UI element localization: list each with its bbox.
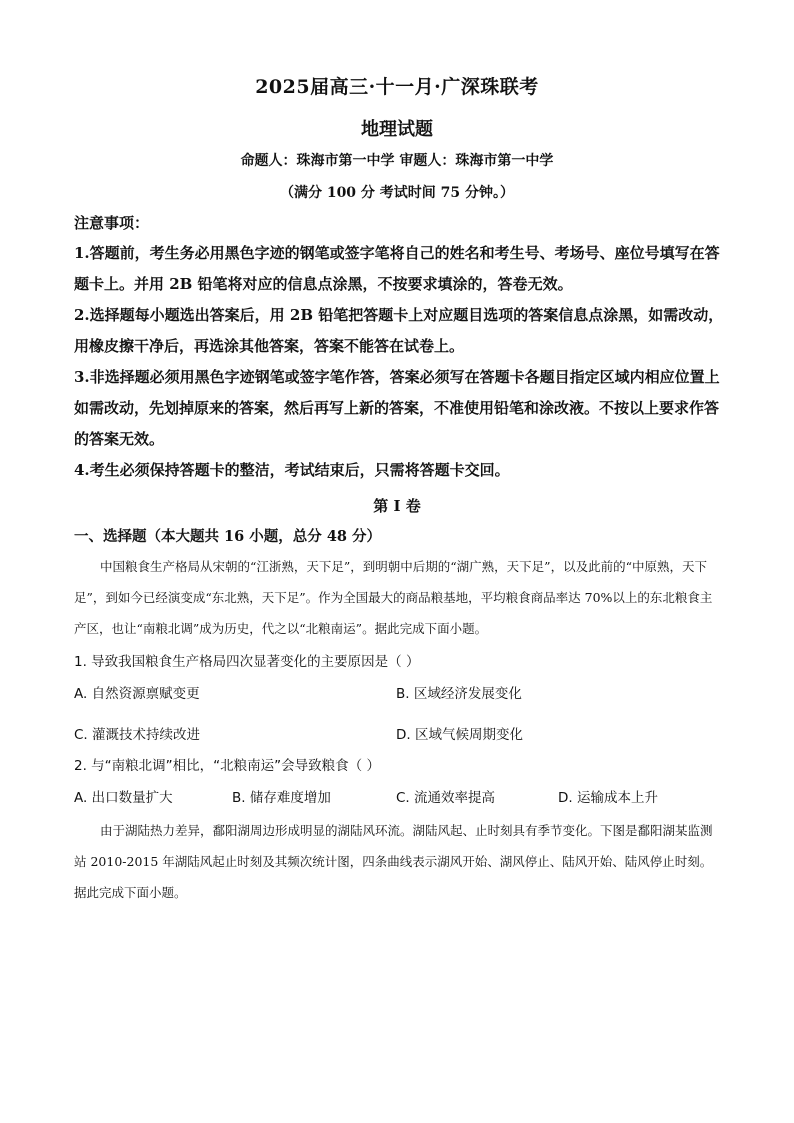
question-1-option-d: D. 区域气候周期变化	[396, 727, 523, 743]
notice-heading: 注意事项：	[74, 214, 150, 232]
question-1-stem: 1. 导致我国粮食生产格局四次显著变化的主要原因是（ ）	[74, 654, 420, 670]
score-time-line: （满分 100 分 考试时间 75 分钟。）	[279, 185, 515, 201]
passage-grain	[74, 551, 724, 644]
question-2-option-c: C. 流通效率提高	[396, 790, 496, 806]
notice-item: 1.答题前，考生务必用黑色字迹的钢笔或签字笔将自己的姓名和考生号、考场号、座位号填写在答题卡上。并用 2B 铅笔将对应的信息点涂黑，不按要求填涂的，答卷无效。	[74, 244, 720, 293]
question-1-option-b: B. 区域经济发展变化	[396, 686, 522, 702]
notice-item: 4.考生必须保持答题卡的整洁，考试结束后，只需将答题卡交回。	[74, 461, 510, 479]
notice-item: 2.选择题每小题选出答案后，用 2B 铅笔把答题卡上对应题目选项的答案信息点涂黑，如需改动，用橡皮擦干净后，再选涂其他答案，答案不能答在试卷上。	[74, 306, 724, 355]
question-2-option-b: B. 储存难度增加	[232, 790, 331, 806]
question-1-option-a: A. 自然资源禀赋变更	[74, 686, 200, 702]
passage-grain-text: 中国粮食生产格局从宋朝的“江浙熟，天下足”，到明朝中后期的“湖广熟，天下足”，以及此前的“中原熟，天下足”，到如今已经演变成“东北熟，天下足”。作为全国最大的商品粮基地，平均粮食商品率达 70%以上的东北粮食主产区，也让“南粮北调”成为历史，代之以“北粮南运”。据此完成下面小题。	[74, 559, 713, 636]
notice-list	[74, 238, 724, 486]
question-1-option-c: C. 灌溉技术持续改进	[74, 727, 201, 743]
authors-line: 命题人：珠海市第一中学 审题人：珠海市第一中学	[240, 153, 554, 169]
section-title: 一、选择题（本大题共 16 小题，总分 48 分）	[74, 528, 382, 545]
passage-lake-breeze	[74, 815, 724, 908]
exam-title: 2025届高三·十一月·广深珠联考	[255, 76, 539, 98]
question-2-option-a: A. 出口数量扩大	[74, 790, 173, 806]
notice-item: 3.非选择题必须用黑色字迹钢笔或签字笔作答，答案必须写在答题卡各题目指定区域内相应位置上如需改动，先划掉原来的答案，然后再写上新的答案，不准使用铅笔和涂改液。不按以上要求作答的答案无效。	[74, 368, 720, 448]
subject-title: 地理试题	[361, 119, 433, 140]
part-label: 第 I 卷	[373, 497, 421, 515]
question-2-option-d: D. 运输成本上升	[558, 790, 658, 806]
question-2-stem: 2. 与“南粮北调”相比，“北粮南运”会导致粮食（ ）	[74, 758, 380, 774]
passage-lake-breeze-text: 由于湖陆热力差异，鄱阳湖周边形成明显的湖陆风环流。湖陆风起、止时刻具有季节变化。下图是鄱阳湖某监测站 2010-2015 年湖陆风起止时刻及其频次统计图，四条曲线表示湖风开始、湖风停止、陆风开始、陆风停止时刻。据此完成下面小题。	[74, 823, 713, 900]
